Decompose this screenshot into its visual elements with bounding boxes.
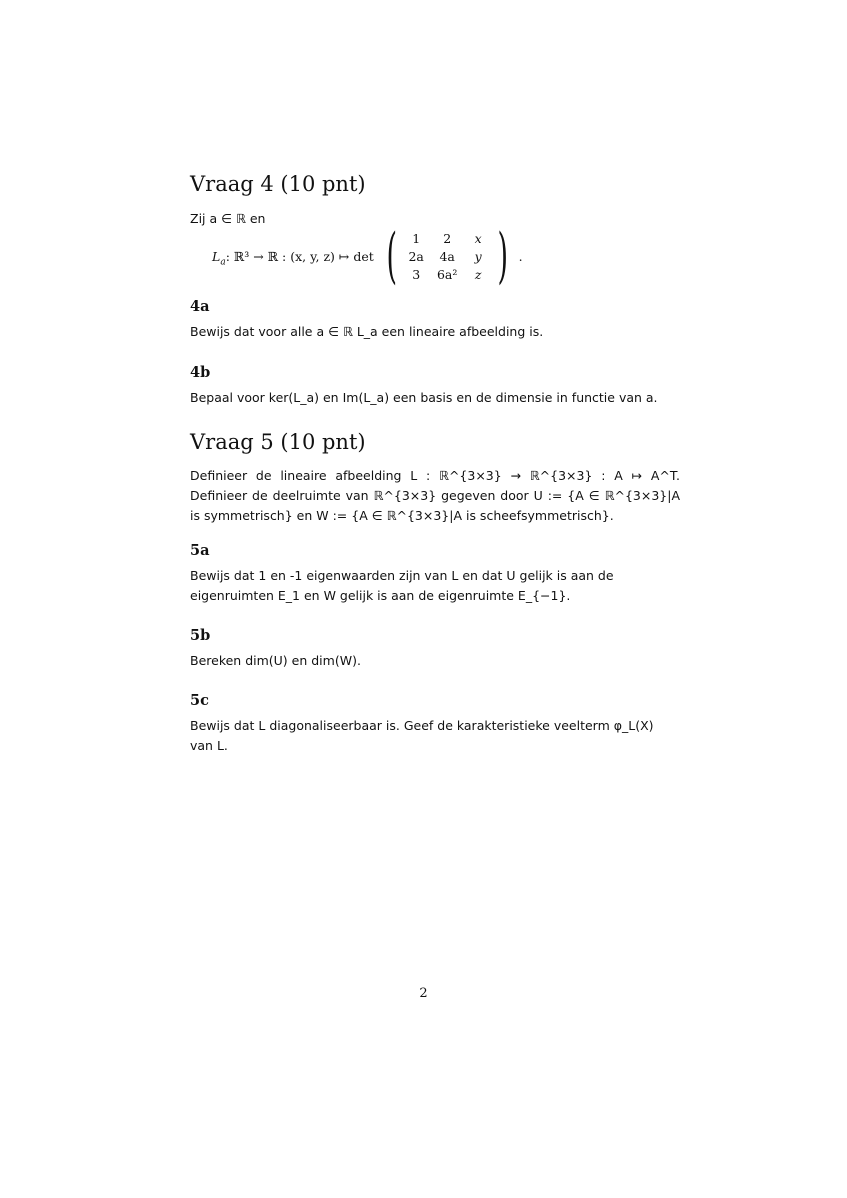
question-5c (190, 692, 680, 756)
question-5-heading (190, 430, 680, 454)
question-5b (190, 627, 680, 671)
matrix-cell: 6a² (436, 266, 458, 282)
question-4-intro-text (190, 209, 680, 229)
page-number: 2 (419, 986, 428, 1001)
question-5c-text: Bewijs dat L diagonaliseerbaar is. Geef de karakteristieke veelterm φ_L(X) van L. (190, 718, 654, 753)
question-5a (190, 542, 680, 606)
matrix-cell: z (474, 266, 482, 282)
map-name: $L_a$ (212, 248, 226, 267)
map-signature: : ℝ³ → ℝ : (x, y, z) ↦ det (225, 248, 374, 264)
question-4-heading (190, 172, 680, 196)
right-paren: ) (497, 221, 509, 291)
question-5b-text: Bereken dim(U) en dim(W). (190, 653, 361, 668)
map-definition (212, 221, 523, 291)
question-5-intro-text: Definieer de lineaire afbeelding L : ℝ^{3×3} → ℝ^{3×3} : A ↦ A^T. Definieer de deelruimte van ℝ^{3×3} gegeven door U := {A ∈ ℝ^{3×3}|A is symmetrisch} en W := {A ∈ ℝ^{3×3}|A is scheefsymmetrisch}. (190, 468, 680, 523)
matrix-cell: y (474, 248, 482, 264)
question-4b (190, 364, 680, 408)
question-5-title: Vraag 5 (10 pnt) (190, 430, 366, 454)
question-4b-title: 4b (190, 364, 211, 381)
question-5a-text: Bewijs dat 1 en -1 eigenwaarden zijn van L en dat U gelijk is aan de eigenruimten E_1 en W gelijk is aan de eigenruimte E_{−1}. (190, 568, 614, 603)
question-4-title: Vraag 4 (10 pnt) (190, 172, 366, 196)
matrix-cell: 3 (412, 266, 421, 282)
matrix-cell: 2 (443, 230, 452, 246)
matrix-cell: 2a (408, 248, 424, 264)
matrix-cell: 4a (439, 248, 455, 264)
question-5-intro (190, 466, 680, 526)
question-4a-text: Bewijs dat voor alle a ∈ ℝ L_a een lineaire afbeelding is. (190, 324, 544, 339)
question-4a (190, 298, 680, 342)
question-4b-text: Bepaal voor ker(L_a) en Im(L_a) een basis en de dimensie in functie van a. (190, 390, 658, 405)
question-5a-title: 5a (190, 542, 210, 559)
question-4a-title: 4a (190, 298, 210, 315)
intro-text: Zij a ∈ ℝ en (190, 211, 266, 226)
question-5b-title: 5b (190, 627, 211, 644)
matrix-cell: x (474, 230, 482, 246)
matrix-cell: 1 (412, 230, 421, 246)
map-period: . (518, 248, 523, 264)
left-paren: ( (386, 221, 397, 291)
determinant-matrix (380, 221, 515, 291)
matrix-entries (403, 229, 491, 283)
question-4-intro (190, 209, 680, 229)
question-5c-title: 5c (190, 692, 209, 709)
